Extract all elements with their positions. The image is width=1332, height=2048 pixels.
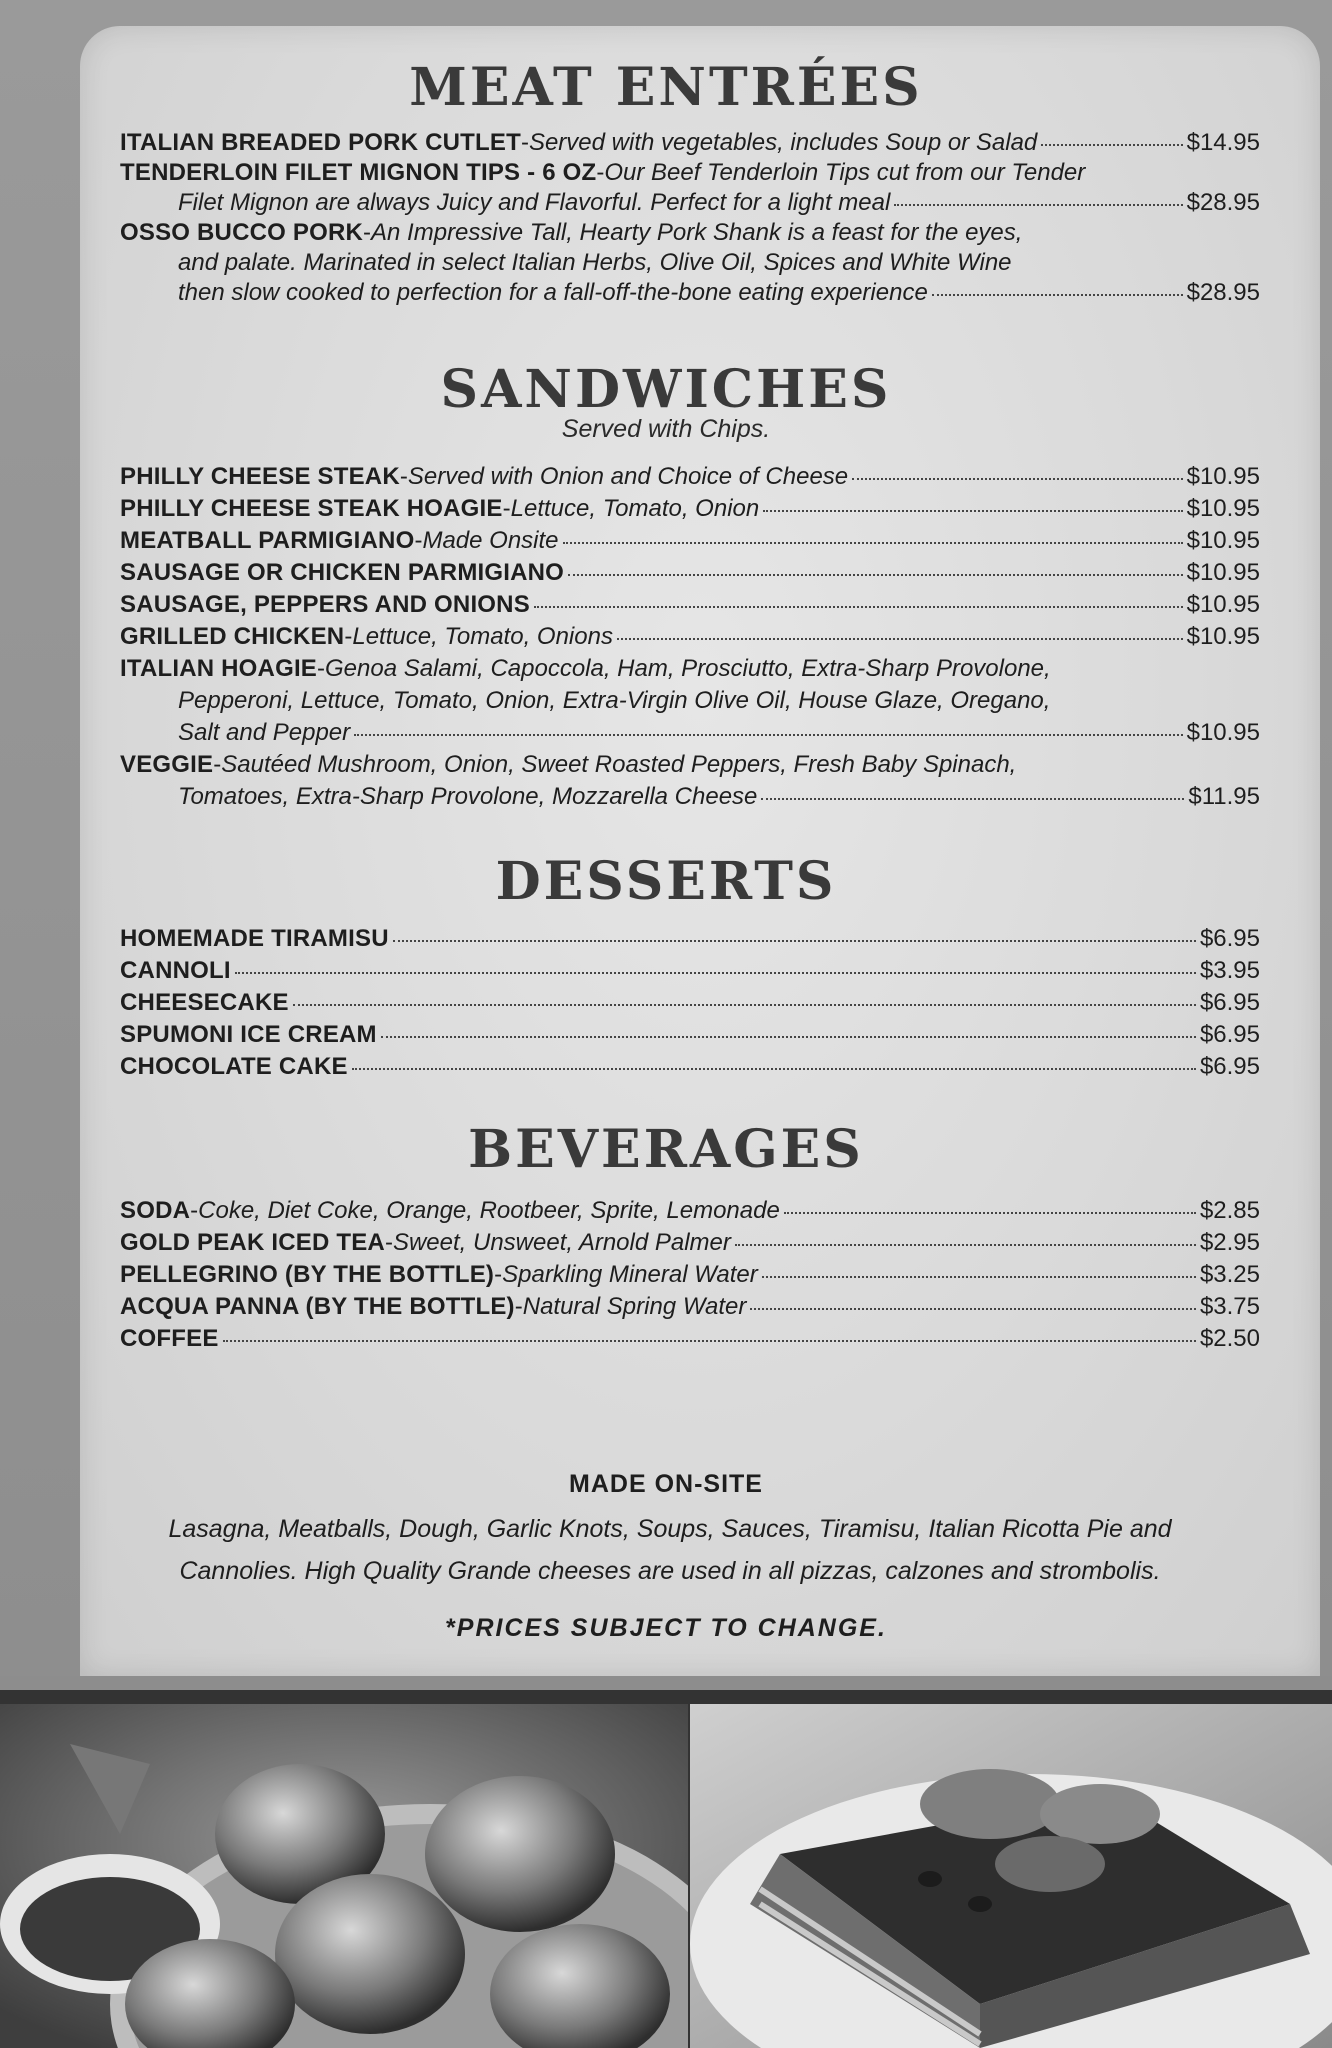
menu-item: TENDERLOIN FILET MIGNON TIPS - 6 OZ - Our Beef Tenderloin Tips cut from our Tender [120,159,1086,186]
item-name: SAUSAGE, PEPPERS AND ONIONS [120,591,530,618]
item-description: Lettuce, Tomato, Onions [352,623,613,650]
dot-leader [381,1036,1196,1038]
item-description: Served with Onion and Choice of Cheese [407,463,849,490]
item-name: SPUMONI ICE CREAM [120,1021,377,1048]
menu-item: PELLEGRINO (BY THE BOTTLE) - Sparkling Mineral Water $3.25 [120,1261,1260,1288]
menu-item [120,1052,1260,1082]
sandwiches-subtitle: Served with Chips. [561,415,771,443]
item-price: $10.95 [1186,527,1260,554]
item-price: $6.95 [1199,1021,1260,1048]
item-price: $10.95 [1186,463,1260,490]
dot-leader [735,1244,1196,1246]
item-name: VEGGIE [120,751,214,778]
photo-strip [0,1690,1332,2048]
item-name: ITALIAN BREADED PORK CUTLET [120,129,521,156]
item-name: TENDERLOIN FILET MIGNON TIPS - 6 OZ [120,159,597,186]
menu-item: PHILLY CHEESE STEAK - Served with Onion and Choice of Cheese $10.95 [120,463,1260,490]
item-name: PHILLY CHEESE STEAK [120,463,400,490]
dot-leader [1041,144,1182,146]
item-price: $2.50 [1199,1325,1260,1352]
meat-entrees-heading: MEAT ENTRÉES [409,57,923,118]
item-price: $10.95 [1186,623,1260,650]
item-price: $14.95 [1186,129,1260,156]
item-name: PHILLY CHEESE STEAK HOAGIE [120,495,503,522]
dot-leader [223,1340,1196,1342]
item-name: CANNOLI [120,957,231,984]
dot-leader [568,574,1183,576]
item-price: $10.95 [1186,719,1260,746]
item-description: Served with vegetables, includes Soup or Salad [528,129,1038,156]
item-name: CHOCOLATE CAKE [120,1053,348,1080]
item-description-continued: Salt and Pepper $10.95 [178,719,1260,746]
menu-item: VEGGIE - Sautéed Mushroom, Onion, Sweet Roasted Peppers, Fresh Baby Spinach, [120,751,1017,778]
item-description: Genoa Salami, Capoccola, Ham, Prosciutto, Extra-Sharp Provolone, [325,655,1051,682]
item-price: $3.75 [1199,1293,1260,1320]
made-onsite-line: Lasagna, Meatballs, Dough, Garlic Knots, Soups, Sauces, Tiramisu, Italian Ricotta Pie and [168,1515,1172,1543]
item-description-continued: Filet Mignon are always Juicy and Flavorful. Perfect for a light meal $28.95 [178,189,1260,216]
dot-leader [750,1308,1196,1310]
item-description: Sparkling Mineral Water [502,1261,758,1288]
item-name: ACQUA PANNA (BY THE BOTTLE) [120,1293,515,1320]
item-price: $6.95 [1199,1053,1260,1080]
item-price: $3.25 [1199,1261,1260,1288]
item-price: $6.95 [1199,989,1260,1016]
item-price: $2.85 [1199,1197,1260,1224]
prices-note: *PRICES SUBJECT TO CHANGE. [445,1614,887,1642]
beverages-heading: BEVERAGES [468,1119,864,1180]
item-name: SAUSAGE OR CHICKEN PARMIGIANO [120,559,565,586]
dot-leader [235,972,1196,974]
item-price: $6.95 [1199,925,1260,952]
item-name: GOLD PEAK ICED TEA [120,1229,385,1256]
item-description: Lettuce, Tomato, Onion [510,495,760,522]
desserts-heading: DESSERTS [495,851,837,912]
item-price: $2.95 [1199,1229,1260,1256]
menu-item: OSSO BUCCO PORK - An Impressive Tall, Hearty Pork Shank is a feast for the eyes, [120,219,1023,246]
menu-item: MEATBALL PARMIGIANO - Made Onsite $10.95 [120,527,1260,554]
item-name: COFFEE [120,1325,219,1352]
dot-leader [534,606,1183,608]
item-description: Made Onsite [422,527,559,554]
dot-leader [617,638,1183,640]
dot-leader [763,510,1182,512]
sandwiches-heading: SANDWICHES [440,359,892,420]
dot-leader [393,940,1196,942]
tiramisu-photo [690,1704,1332,2048]
item-description-continued: and palate. Marinated in select Italian Herbs, Olive Oil, Spices and White Wine [178,249,1012,276]
item-description-continued: Tomatoes, Extra-Sharp Provolone, Mozzarella Cheese $11.95 [178,783,1260,810]
menu-item [120,1324,1260,1354]
dot-leader [852,478,1182,480]
item-name: OSSO BUCCO PORK [120,219,364,246]
menu-item: GRILLED CHICKEN - Lettuce, Tomato, Onions $10.95 [120,623,1260,650]
item-name: PELLEGRINO (BY THE BOTTLE) [120,1261,495,1288]
dot-leader [293,1004,1196,1006]
menu-item [120,590,1260,620]
menu-item: GOLD PEAK ICED TEA - Sweet, Unsweet, Arnold Palmer $2.95 [120,1229,1260,1256]
menu-item: ITALIAN BREADED PORK CUTLET - Served with vegetables, includes Soup or Salad $14.95 [120,129,1260,156]
menu-item [120,558,1260,588]
item-description: Sweet, Unsweet, Arnold Palmer [392,1229,731,1256]
dot-leader [761,798,1184,800]
item-description: Natural Spring Water [522,1293,747,1320]
item-name: MEATBALL PARMIGIANO [120,527,415,554]
item-price: $10.95 [1186,495,1260,522]
dot-leader [932,294,1183,296]
item-price: $28.95 [1186,279,1260,306]
item-price: $28.95 [1186,189,1260,216]
garlic-knots-photo [0,1704,688,2048]
item-description-continued: then slow cooked to perfection for a fall-off-the-bone eating experience $28.95 [178,279,1260,306]
menu-item [120,924,1260,954]
menu-item: SODA - Coke, Diet Coke, Orange, Rootbeer, Sprite, Lemonade $2.85 [120,1197,1260,1224]
menu-item [120,956,1260,986]
item-price: $10.95 [1186,591,1260,618]
item-description: Sautéed Mushroom, Onion, Sweet Roasted Peppers, Fresh Baby Spinach, [221,751,1017,778]
dot-leader [563,542,1183,544]
item-name: HOMEMADE TIRAMISU [120,925,389,952]
item-name: SODA [120,1197,191,1224]
menu-item [120,1020,1260,1050]
dot-leader [784,1212,1196,1214]
item-name: ITALIAN HOAGIE [120,655,318,682]
item-description: Coke, Diet Coke, Orange, Rootbeer, Sprite, Lemonade [198,1197,780,1224]
menu-item: ITALIAN HOAGIE - Genoa Salami, Capoccola, Ham, Prosciutto, Extra-Sharp Provolone, [120,655,1051,682]
item-description: An Impressive Tall, Hearty Pork Shank is a feast for the eyes, [371,219,1023,246]
dot-leader [354,734,1182,736]
item-name: GRILLED CHICKEN [120,623,345,650]
item-price: $3.95 [1199,957,1260,984]
dot-leader [352,1068,1196,1070]
item-description: Our Beef Tenderloin Tips cut from our Tender [604,159,1086,186]
item-price: $10.95 [1186,559,1260,586]
item-description-continued: Pepperoni, Lettuce, Tomato, Onion, Extra-Virgin Olive Oil, House Glaze, Oregano, [178,687,1051,714]
menu-item: PHILLY CHEESE STEAK HOAGIE - Lettuce, Tomato, Onion $10.95 [120,495,1260,522]
dot-leader [894,204,1182,206]
menu-item [120,988,1260,1018]
item-price: $11.95 [1188,783,1260,810]
menu-item: ACQUA PANNA (BY THE BOTTLE) - Natural Spring Water $3.75 [120,1293,1260,1320]
item-name: CHEESECAKE [120,989,289,1016]
dot-leader [762,1276,1196,1278]
made-onsite-line: Cannolies. High Quality Grande cheeses are used in all pizzas, calzones and strombolis. [179,1557,1161,1585]
made-onsite-title: MADE ON-SITE [569,1470,763,1498]
